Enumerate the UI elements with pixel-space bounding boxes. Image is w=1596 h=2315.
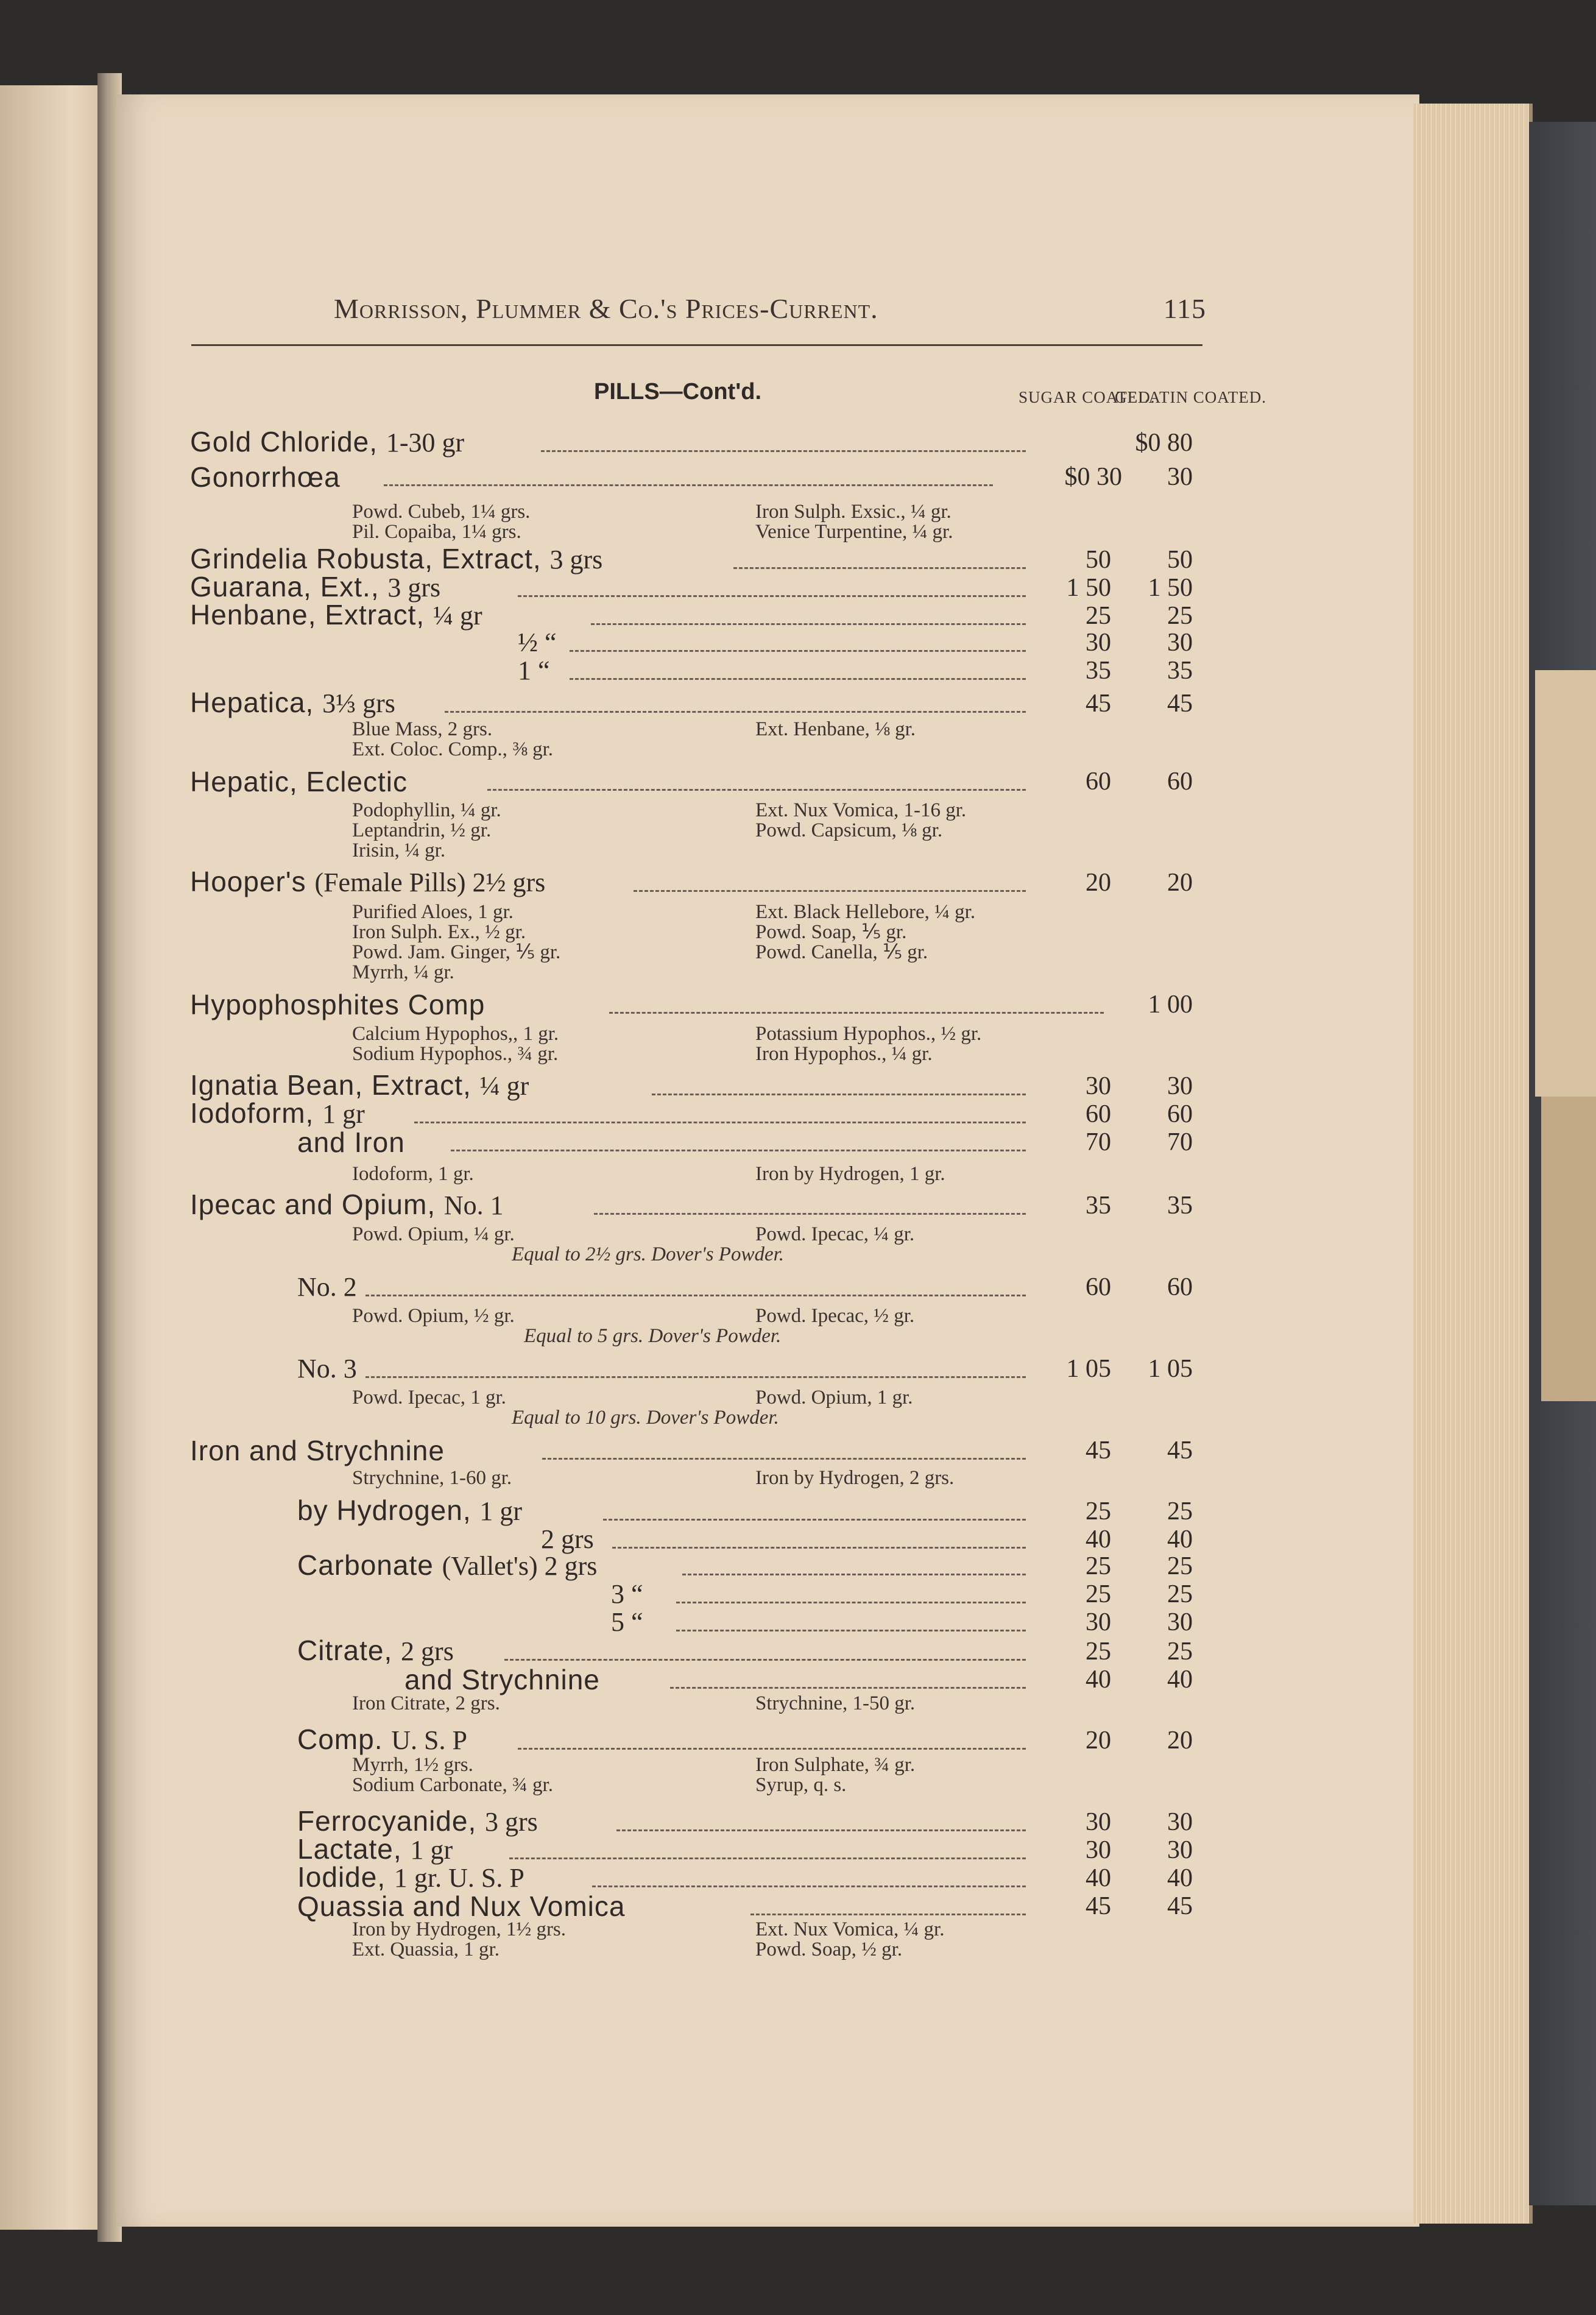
- price-sugar: 30: [1086, 629, 1111, 657]
- item-name: Iodoform, 1 gr: [190, 1097, 365, 1129]
- price-row: [0, 1579, 1596, 1609]
- price-gelatin: 35: [1167, 657, 1193, 685]
- price-gelatin: 25: [1167, 1497, 1193, 1525]
- ingredient: Powd. Opium, 1 gr.: [755, 1387, 913, 1408]
- ingredient: Podophyllin, ¼ gr.: [352, 799, 501, 821]
- price-row: [0, 1435, 1596, 1466]
- price-sugar: 40: [1086, 1666, 1111, 1694]
- price-row: [0, 1723, 1596, 1755]
- ingredient: Sodium Carbonate, ¾ gr.: [352, 1774, 553, 1796]
- ingredient: Powd. Ipecac, 1 gr.: [352, 1387, 506, 1408]
- price-gelatin: 40: [1167, 1864, 1193, 1892]
- dot-leader: [676, 1602, 1026, 1603]
- dot-leader: [542, 1458, 1026, 1460]
- price-sugar: 40: [1086, 1864, 1111, 1892]
- item-name: and Strychnine: [404, 1664, 600, 1695]
- price-gelatin: 30: [1167, 629, 1193, 657]
- page-header: [334, 292, 1206, 329]
- price-row: [0, 1635, 1596, 1666]
- price-sugar: 25: [1086, 1638, 1111, 1666]
- ingredient: Ext. Nux Vomica, ¼ gr.: [755, 1918, 945, 1940]
- price-sugar: 25: [1086, 1580, 1111, 1608]
- price-gelatin: 45: [1167, 1437, 1193, 1465]
- price-gelatin: 30: [1167, 1808, 1193, 1836]
- price-row: [0, 1607, 1596, 1637]
- price-row: [0, 766, 1596, 797]
- price-sugar: 30: [1086, 1808, 1111, 1836]
- price-gelatin: 25: [1167, 1580, 1193, 1608]
- price-row: [0, 1069, 1596, 1101]
- price-sugar: 1 50: [1066, 574, 1111, 602]
- header-rule: [191, 344, 1202, 346]
- dot-leader: [652, 1094, 1026, 1095]
- dot-leader: [570, 678, 1026, 680]
- price-row: [0, 1549, 1596, 1581]
- price-gelatin: 1 00: [1148, 991, 1193, 1019]
- price-sugar: 45: [1086, 1892, 1111, 1920]
- ingredient: Leptandrin, ½ gr.: [352, 819, 492, 841]
- ingredient: Ext. Black Hellebore, ¼ gr.: [755, 901, 976, 923]
- price-row: [0, 1805, 1596, 1837]
- price-gelatin: 70: [1167, 1128, 1193, 1156]
- dot-leader: [509, 1857, 1026, 1859]
- price-sugar: 30: [1086, 1608, 1111, 1636]
- price-sugar: 50: [1086, 546, 1111, 574]
- dot-leader: [365, 1376, 1026, 1378]
- ingredient: Powd. Soap, ½ gr.: [755, 1939, 903, 1960]
- ingredient: Strychnine, 1-60 gr.: [352, 1467, 512, 1489]
- item-name: Iron and Strychnine: [190, 1435, 445, 1466]
- item-name: Citrate, 2 grs: [297, 1635, 454, 1666]
- price-row: [0, 571, 1596, 603]
- price-gelatin: 20: [1167, 869, 1193, 897]
- dot-leader: [603, 1519, 1026, 1521]
- item-name: by Hydrogen, 1 gr: [297, 1494, 523, 1526]
- item-quantity: No. 2: [297, 1272, 357, 1302]
- price-gelatin: 20: [1167, 1727, 1193, 1755]
- dot-leader: [609, 1012, 1104, 1014]
- dot-leader: [365, 1295, 1026, 1296]
- ingredient: Iron Hypophos., ¼ gr.: [755, 1043, 933, 1065]
- ingredient: Powd. Cubeb, 1¼ grs.: [352, 501, 531, 523]
- price-gelatin: 30: [1167, 1072, 1193, 1100]
- ingredient: Potassium Hypophos., ½ gr.: [755, 1023, 982, 1045]
- item-name: Ipecac and Opium, No. 1: [190, 1189, 504, 1220]
- ingredient: Ext. Nux Vomica, 1-16 gr.: [755, 799, 967, 821]
- item-name: Hypophosphites Comp: [190, 989, 486, 1020]
- price-sugar: 60: [1086, 1273, 1111, 1301]
- price-gelatin: 25: [1167, 1638, 1193, 1666]
- price-sugar: 40: [1086, 1525, 1111, 1553]
- price-row: [0, 1890, 1596, 1922]
- price-gelatin: 45: [1167, 690, 1193, 718]
- ingredient: Pil. Copaiba, 1¼ grs.: [352, 521, 521, 543]
- price-sugar: 35: [1086, 1192, 1111, 1220]
- price-gelatin: 30: [1167, 463, 1193, 491]
- item-name: Ferrocyanide, 3 grs: [297, 1805, 538, 1837]
- item-name: Gonorrhœa: [190, 461, 341, 493]
- price-sugar: 25: [1086, 1552, 1111, 1580]
- dot-leader: [518, 1748, 1026, 1750]
- price-sugar: 1 05: [1066, 1355, 1111, 1383]
- dot-leader: [518, 595, 1026, 597]
- dot-leader: [733, 567, 1026, 569]
- item-quantity: ½ “: [518, 627, 557, 657]
- price-row: [0, 426, 1596, 458]
- ingredient: Powd. Soap, ⅕ gr.: [755, 921, 907, 943]
- price-gelatin: 40: [1167, 1666, 1193, 1694]
- price-sugar: 25: [1086, 1497, 1111, 1525]
- ingredient: Ext. Coloc. Comp., ⅜ gr.: [352, 738, 553, 760]
- ingredient: Powd. Canella, ⅕ gr.: [755, 941, 928, 963]
- ingredient: Irisin, ¼ gr.: [352, 839, 446, 861]
- price-row: [0, 1833, 1596, 1865]
- price-row: [0, 1494, 1596, 1526]
- price-gelatin: 30: [1167, 1608, 1193, 1636]
- dot-leader: [541, 450, 1026, 452]
- ingredient: Sodium Hypophos., ¾ gr.: [352, 1043, 559, 1065]
- price-gelatin: 60: [1167, 768, 1193, 796]
- ingredient: Iron by Hydrogen, 2 grs.: [755, 1467, 955, 1489]
- ingredient: Powd. Capsicum, ⅛ gr.: [755, 819, 943, 841]
- price-gelatin: 50: [1167, 546, 1193, 574]
- ingredient: Myrrh, 1½ grs.: [352, 1754, 473, 1776]
- price-row: [0, 461, 1596, 493]
- running-title: Morrisson, Plummer & Co.'s Prices-Current.: [334, 293, 878, 324]
- item-quantity: 1 “: [518, 656, 550, 685]
- ingredient: Ext. Quassia, 1 gr.: [352, 1939, 500, 1960]
- equivalence-note: Equal to 2½ grs. Dover's Powder.: [512, 1243, 785, 1265]
- price-row: [0, 543, 1596, 574]
- price-sugar: 60: [1086, 768, 1111, 796]
- price-gelatin: 60: [1167, 1100, 1193, 1128]
- ingredient: Iron Sulph. Ex., ½ gr.: [352, 921, 526, 943]
- ingredient: Powd. Opium, ½ gr.: [352, 1305, 515, 1327]
- ingredient: Venice Turpentine, ¼ gr.: [755, 521, 953, 543]
- page-number: 115: [1163, 293, 1206, 324]
- price-sugar: $0 30: [1064, 463, 1122, 491]
- dot-leader: [594, 1213, 1026, 1215]
- price-sugar: 70: [1086, 1128, 1111, 1156]
- ingredient: Iron Sulphate, ¾ gr.: [755, 1754, 916, 1776]
- dot-leader: [750, 1914, 1026, 1915]
- dot-leader: [504, 1659, 1026, 1661]
- price-sugar: 45: [1086, 1437, 1111, 1465]
- price-row: [0, 627, 1596, 657]
- equivalence-note: Equal to 10 grs. Dover's Powder.: [512, 1407, 779, 1429]
- item-name: Comp. U. S. P: [297, 1723, 467, 1755]
- price-row: [0, 1524, 1596, 1554]
- item-name: Grindelia Robusta, Extract, 3 grs: [190, 543, 603, 574]
- item-quantity: 5 “: [611, 1607, 643, 1637]
- price-gelatin: 25: [1167, 602, 1193, 630]
- price-gelatin: 25: [1167, 1552, 1193, 1580]
- equivalence-note: Equal to 5 grs. Dover's Powder.: [524, 1325, 782, 1347]
- price-row: [0, 1356, 1596, 1383]
- price-sugar: 60: [1086, 1100, 1111, 1128]
- ingredient: Iron Citrate, 2 grs.: [352, 1692, 500, 1714]
- price-sugar: 25: [1086, 602, 1111, 630]
- price-gelatin: 1 05: [1148, 1355, 1193, 1383]
- price-row: [0, 1274, 1596, 1301]
- dot-leader: [634, 890, 1026, 892]
- dot-leader: [451, 1150, 1026, 1151]
- item-name: and Iron: [297, 1126, 405, 1158]
- ingredient: Powd. Ipecac, ½ gr.: [755, 1305, 915, 1327]
- dot-leader: [616, 1829, 1026, 1831]
- ingredient: Calcium Hypophos,, 1 gr.: [352, 1023, 559, 1045]
- ingredient: Blue Mass, 2 grs.: [352, 718, 493, 740]
- column-header-gelatin: GELATIN COATED.: [1115, 388, 1266, 406]
- item-name: Hepatic, Eclectic: [190, 766, 408, 797]
- item-quantity: 2 grs: [541, 1524, 594, 1554]
- item-name: Carbonate (Vallet's) 2 grs: [297, 1549, 598, 1581]
- dot-leader: [445, 711, 1026, 713]
- ingredient: Strychnine, 1-50 gr.: [755, 1692, 916, 1714]
- dot-leader: [384, 484, 993, 486]
- price-sugar: 20: [1086, 869, 1111, 897]
- dot-leader: [591, 623, 1026, 625]
- price-gelatin: 45: [1167, 1892, 1193, 1920]
- item-name: Hooper's (Female Pills) 2½ grs: [190, 866, 546, 897]
- dot-leader: [676, 1630, 1026, 1631]
- price-sugar: 45: [1086, 690, 1111, 718]
- dot-leader: [570, 650, 1026, 652]
- price-row: [0, 658, 1596, 685]
- ingredient: Purified Aloes, 1 gr.: [352, 901, 514, 923]
- price-gelatin: 40: [1167, 1525, 1193, 1553]
- ingredient: Powd. Jam. Ginger, ⅕ gr.: [352, 941, 561, 963]
- price-gelatin: 30: [1167, 1836, 1193, 1864]
- price-row: [0, 599, 1596, 631]
- item-name: Gold Chloride, 1-30 gr: [190, 426, 465, 458]
- dot-leader: [592, 1886, 1026, 1887]
- item-name: Hepatica, 3⅓ grs: [190, 687, 395, 718]
- price-row: [0, 1861, 1596, 1893]
- price-sugar: 20: [1086, 1727, 1111, 1755]
- price-row: [0, 866, 1596, 897]
- price-row: [0, 1126, 1596, 1158]
- item-name: Henbane, Extract, ¼ gr: [190, 599, 482, 631]
- item-quantity: No. 3: [297, 1354, 357, 1384]
- section-title: PILLS—Cont'd.: [594, 379, 761, 405]
- ingredient: Myrrh, ¼ gr.: [352, 961, 454, 983]
- dot-leader: [414, 1122, 1026, 1123]
- price-row: [0, 1189, 1596, 1220]
- price-gelatin: 1 50: [1148, 574, 1193, 602]
- column-header-sugar: SUGAR COATED.: [1019, 388, 1156, 406]
- price-row: [0, 989, 1596, 1020]
- ingredient: Syrup, q. s.: [755, 1774, 847, 1796]
- ingredient: Iron by Hydrogen, 1 gr.: [755, 1163, 945, 1185]
- price-row: [0, 1097, 1596, 1129]
- dot-leader: [670, 1687, 1026, 1689]
- item-name: Iodide, 1 gr. U. S. P: [297, 1861, 524, 1893]
- item-name: Guarana, Ext., 3 grs: [190, 571, 441, 603]
- price-sugar: 30: [1086, 1836, 1111, 1864]
- price-sugar: 30: [1086, 1072, 1111, 1100]
- ingredient: Powd. Ipecac, ¼ gr.: [755, 1223, 915, 1245]
- price-gelatin: 60: [1167, 1273, 1193, 1301]
- dot-leader: [682, 1574, 1026, 1575]
- ingredient: Iodoform, 1 gr.: [352, 1163, 474, 1185]
- price-row: [0, 1664, 1596, 1695]
- item-name: Quassia and Nux Vomica: [297, 1890, 626, 1922]
- price-sugar: 35: [1086, 657, 1111, 685]
- dot-leader: [487, 789, 1026, 791]
- item-quantity: 3 “: [611, 1579, 643, 1609]
- ingredient: Iron by Hydrogen, 1½ grs.: [352, 1918, 567, 1940]
- ingredient: Powd. Opium, ¼ gr.: [352, 1223, 515, 1245]
- dot-leader: [612, 1547, 1026, 1549]
- price-gelatin: $0 80: [1135, 429, 1193, 457]
- item-name: Ignatia Bean, Extract, ¼ gr: [190, 1069, 529, 1101]
- ingredient: Ext. Henbane, ⅛ gr.: [755, 718, 916, 740]
- price-gelatin: 35: [1167, 1192, 1193, 1220]
- item-name: Lactate, 1 gr: [297, 1833, 453, 1865]
- ingredient: Iron Sulph. Exsic., ¼ gr.: [755, 501, 952, 523]
- price-row: [0, 687, 1596, 718]
